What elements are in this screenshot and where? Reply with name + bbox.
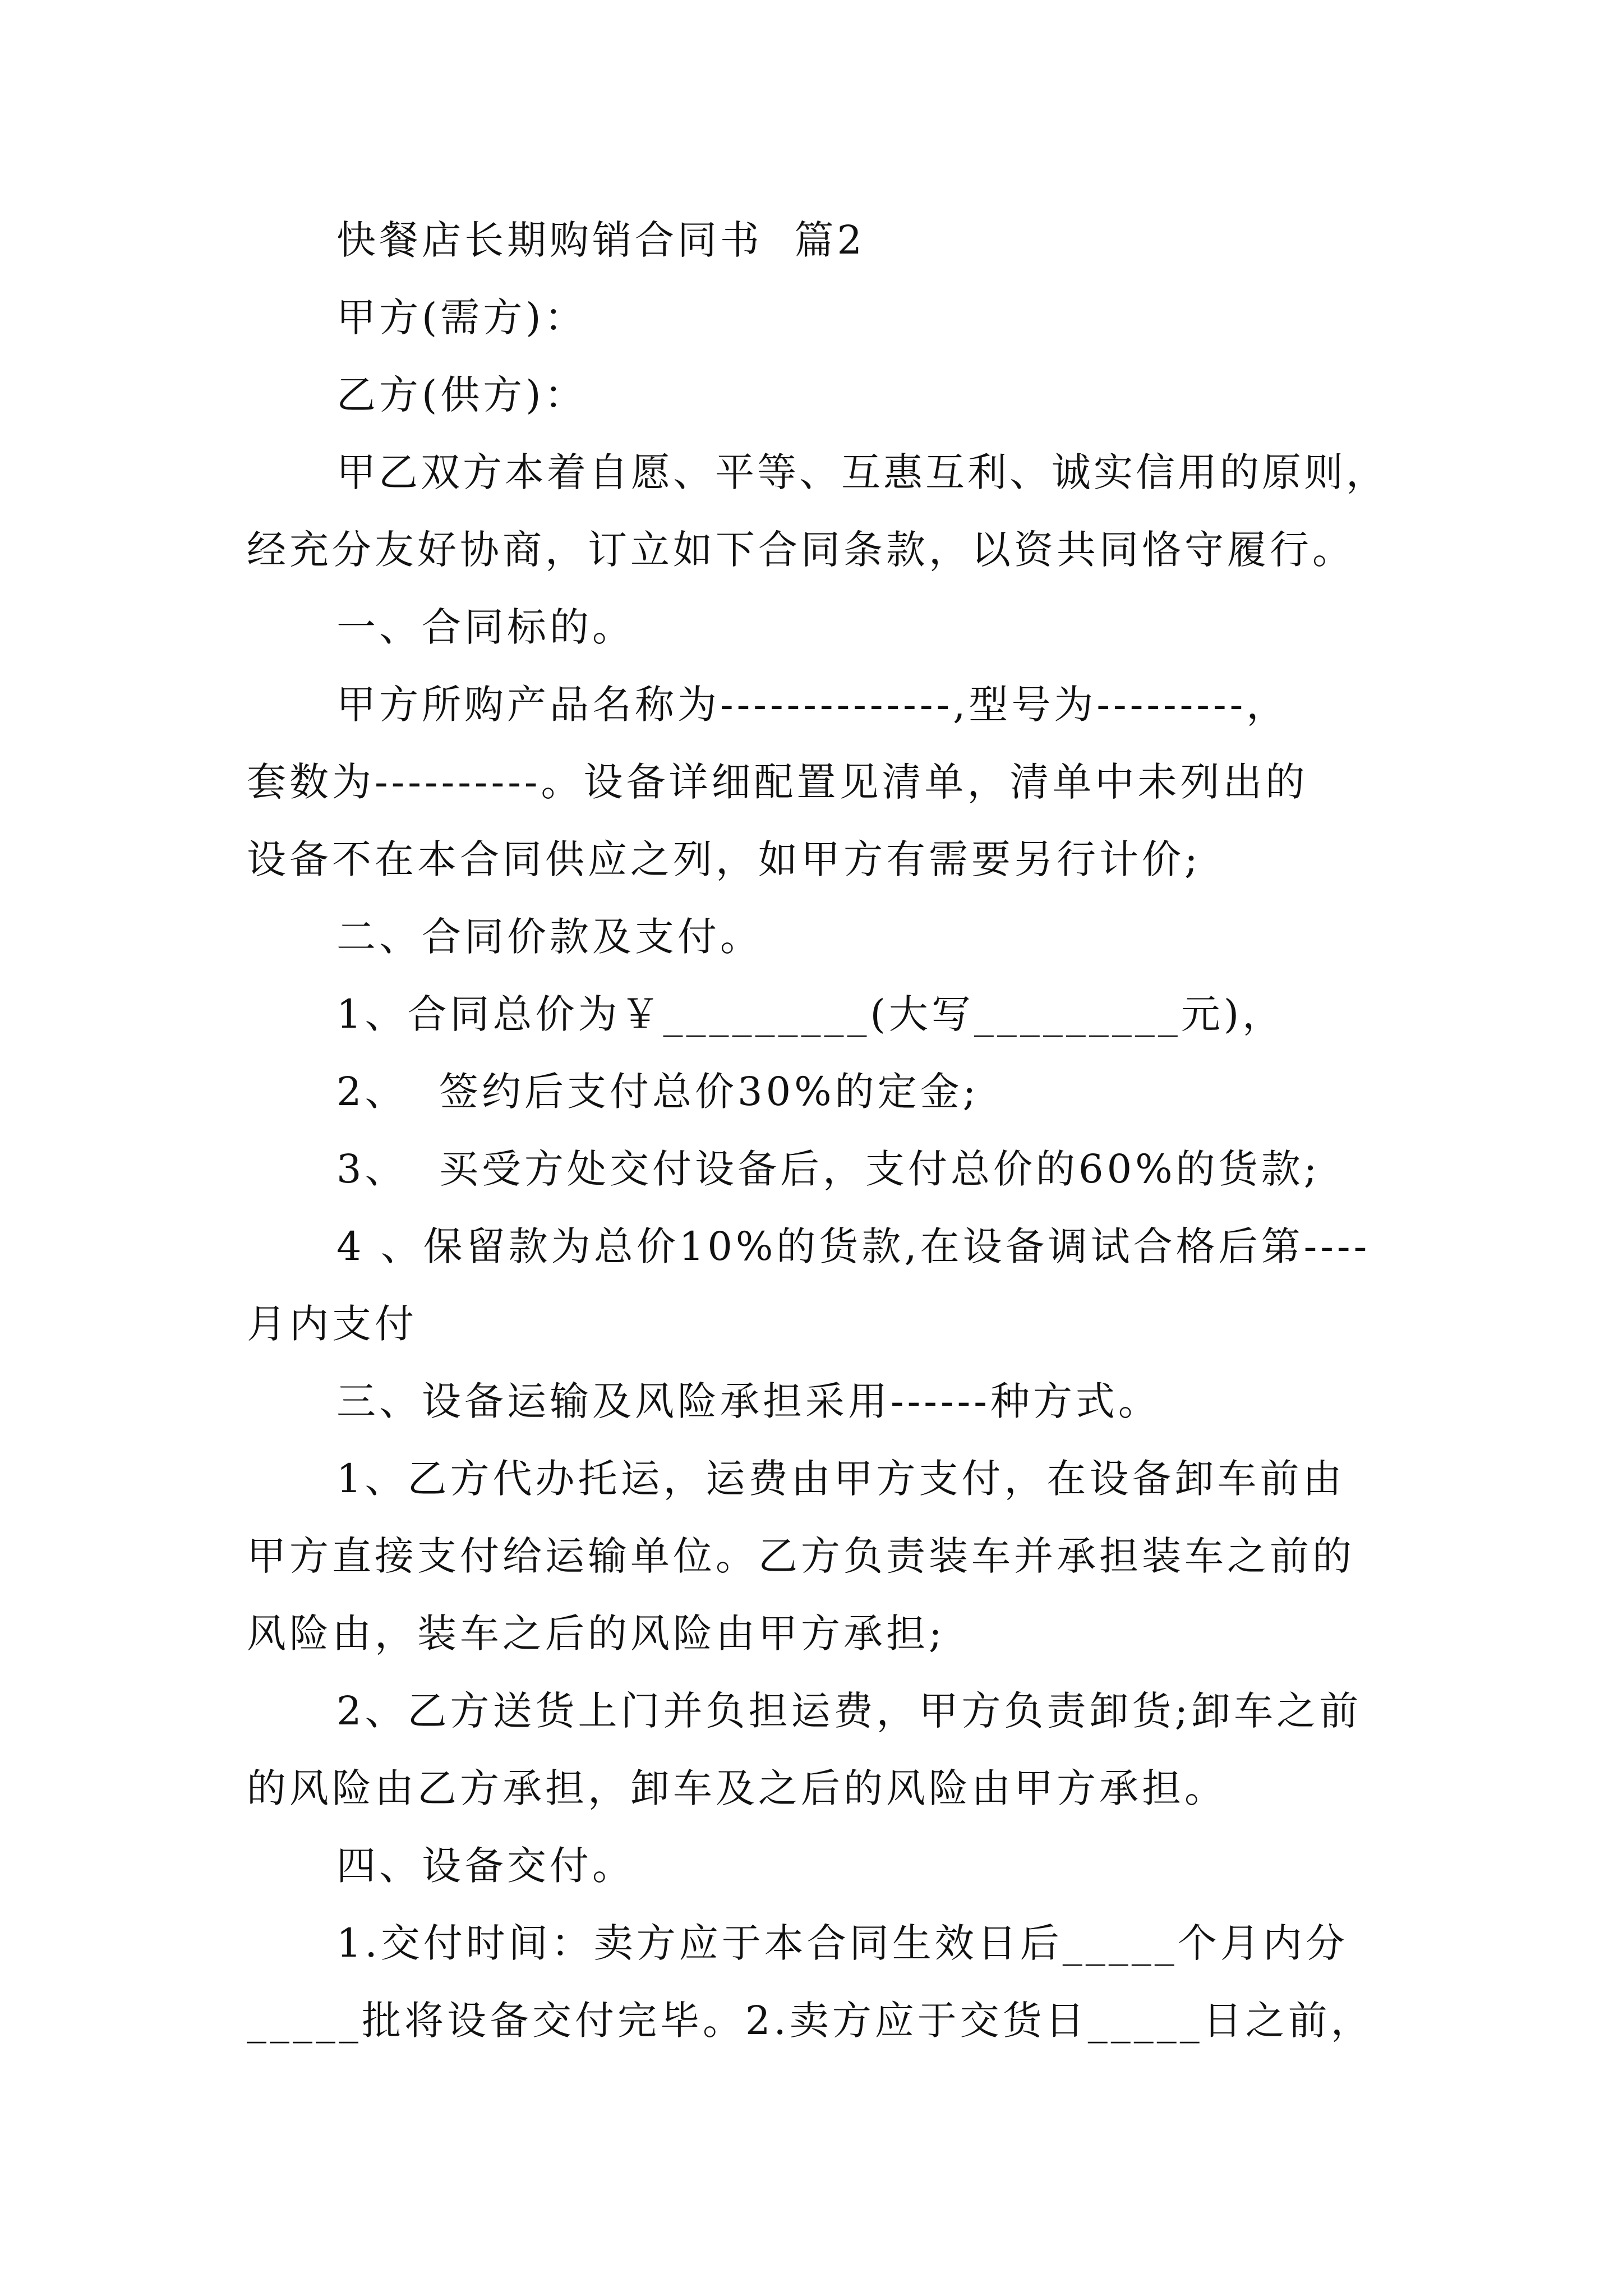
paragraph-line: 甲方所购产品名称为--------------,型号为---------， [336, 682, 1289, 728]
section-heading: 一、合同标的。 [336, 604, 635, 650]
paragraph-line: _____批将设备交付完毕。2.卖方应于交货日_____日之前， [247, 1998, 1373, 2044]
paragraph-line: 设备不在本合同供应之列，如甲方有需要另行计价; [247, 836, 1201, 882]
paragraph-line: 2、乙方送货上门并负担运费，甲方负责卸货;卸车之前 [336, 1688, 1362, 1734]
section-heading: 三、设备运输及风险承担采用------种方式。 [336, 1378, 1161, 1424]
paragraph-line: 3、 买受方处交付设备后，支付总价的60%的货款; [336, 1146, 1321, 1192]
paragraph-line: 1.交付时间：卖方应于本合同生效日后_____个月内分 [336, 1920, 1348, 1966]
section-heading: 二、合同价款及支付。 [336, 914, 763, 960]
party-a-line: 甲方(需方)： [336, 295, 587, 341]
paragraph-line: 甲方直接支付给运输单位。乙方负责装车并承担装车之前的 [247, 1533, 1355, 1579]
paragraph-line: 经充分友好协商，订立如下合同条款，以资共同恪守履行。 [247, 527, 1355, 573]
section-heading: 四、设备交付。 [336, 1843, 635, 1889]
paragraph-line: 风险由，装车之后的风险由甲方承担; [247, 1611, 946, 1657]
paragraph-line: 的风险由乙方承担，卸车及之后的风险由甲方承担。 [247, 1765, 1227, 1811]
paragraph-line: 2、 签约后支付总价30%的定金; [336, 1069, 980, 1115]
paragraph-line: 甲乙双方本着自愿、平等、互惠互利、诚实信用的原则， [336, 449, 1388, 495]
paragraph-line: 月内支付 [247, 1301, 417, 1347]
paragraph-line: 套数为----------。设备详细配置见清单，清单中未列出的 [247, 759, 1308, 805]
paragraph-line: 4 、保留款为总价10%的货款,在设备调试合格后第---- [336, 1223, 1371, 1269]
party-b-line: 乙方(供方)： [336, 372, 587, 418]
paragraph-line: 1、合同总价为￥_________(大写_________元)， [336, 991, 1285, 1037]
document-title: 快餐店长期购销合同书 篇2 [336, 217, 866, 263]
paragraph-line: 1、乙方代办托运，运费由甲方支付，在设备卸车前由 [336, 1456, 1345, 1502]
